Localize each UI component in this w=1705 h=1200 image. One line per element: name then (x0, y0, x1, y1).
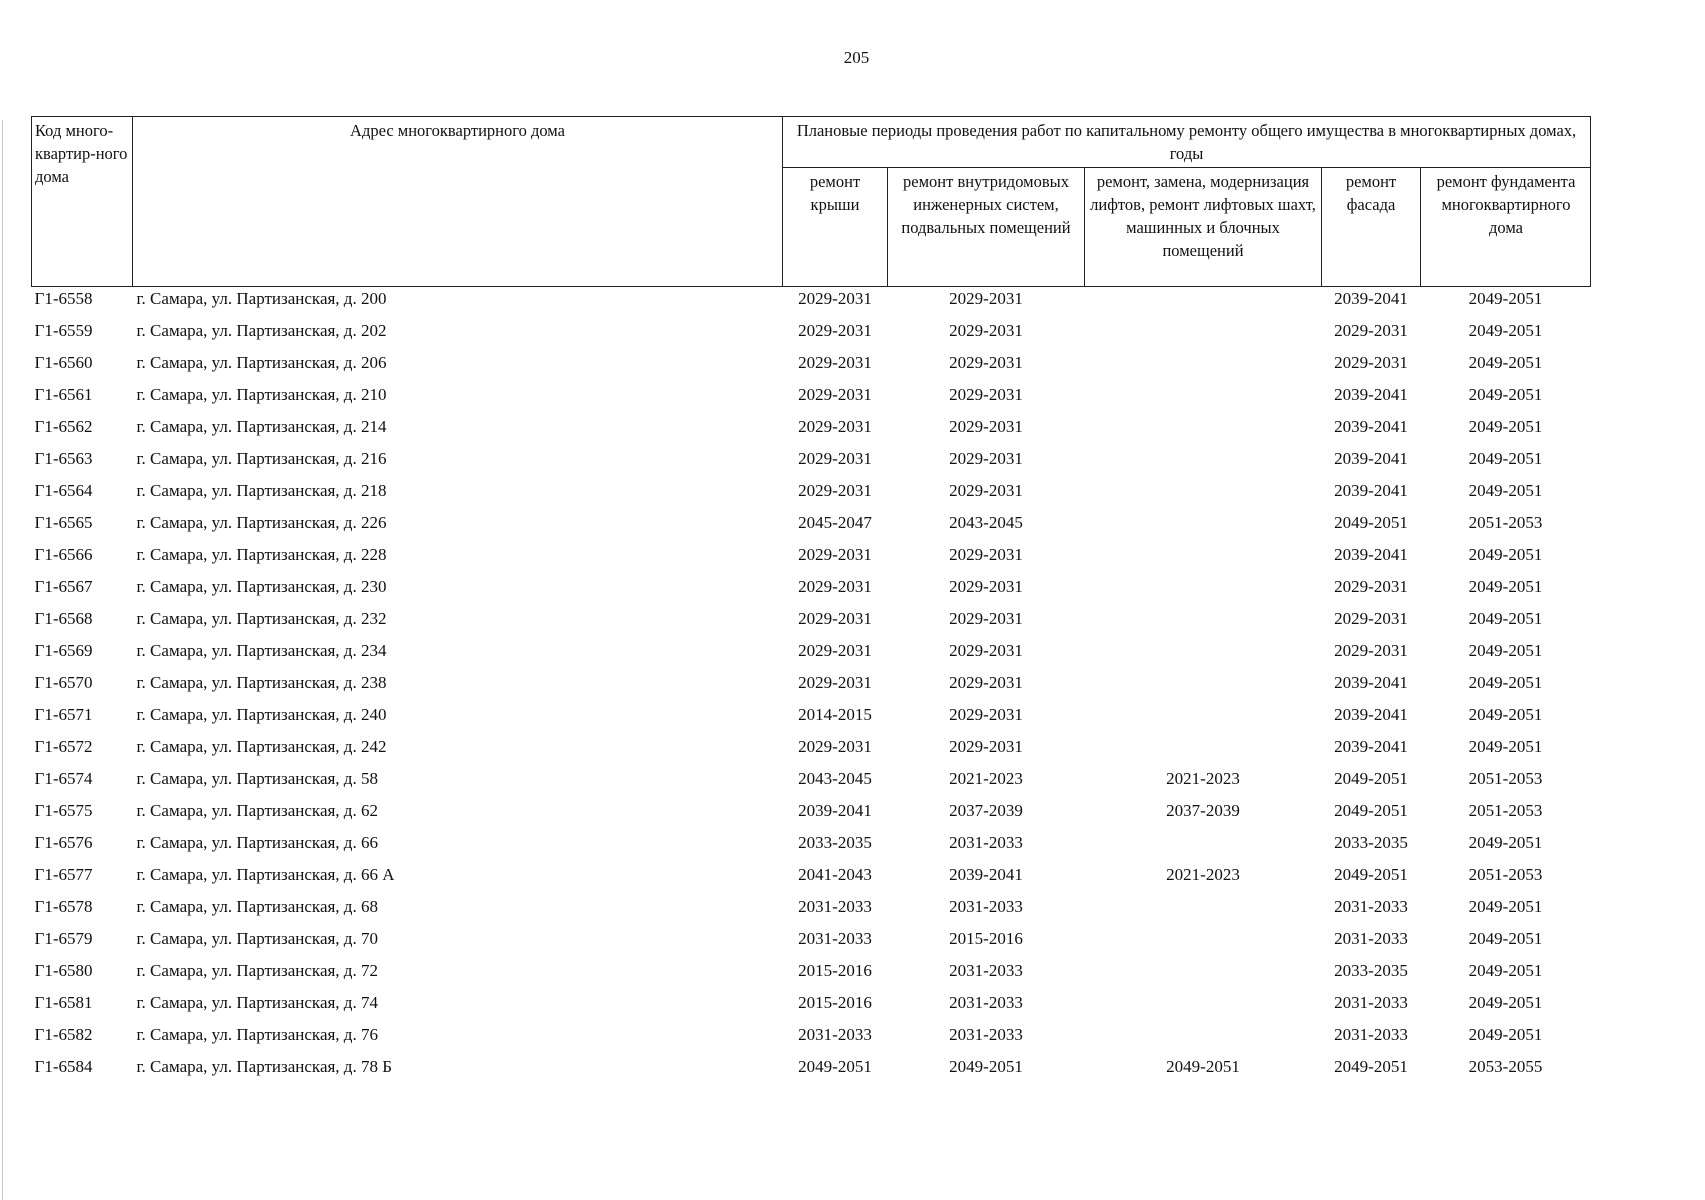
cell-code: Г1-6582 (34, 1025, 93, 1044)
table-row (32, 955, 1591, 987)
cell-address: г. Самара, ул. Партизанская, д. 76 (136, 1025, 378, 1044)
cell-address: г. Самара, ул. Партизанская, д. 62 (136, 801, 378, 820)
cell-lifts (1085, 379, 1322, 411)
table-row (32, 411, 1591, 443)
cell-systems: 2029-2031 (949, 545, 1023, 564)
cell-lifts (1085, 955, 1322, 987)
header-address: Адрес многоквартирного дома (133, 117, 783, 287)
cell-facade: 2031-2033 (1334, 993, 1408, 1012)
cell-systems: 2029-2031 (949, 577, 1023, 596)
cell-code: Г1-6564 (34, 481, 93, 500)
header-systems: ремонт внутридомовых инженерных систем, подвальных помещений (888, 168, 1085, 287)
cell-systems: 2029-2031 (949, 385, 1023, 404)
cell-facade: 2049-2051 (1334, 1057, 1408, 1076)
cell-code: Г1-6569 (34, 641, 93, 660)
cell-code: Г1-6584 (34, 1057, 93, 1076)
cell-address: г. Самара, ул. Партизанская, д. 78 Б (136, 1057, 392, 1076)
cell-code: Г1-6574 (34, 769, 93, 788)
cell-foundation: 2049-2051 (1468, 737, 1543, 756)
cell-roof: 2029-2031 (798, 417, 872, 436)
cell-roof: 2014-2015 (798, 705, 872, 724)
cell-facade: 2029-2031 (1334, 609, 1408, 628)
cell-lifts (1085, 667, 1322, 699)
cell-address: г. Самара, ул. Партизанская, д. 238 (136, 673, 387, 692)
cell-address: г. Самара, ул. Партизанская, д. 230 (136, 577, 387, 596)
table-row (32, 603, 1591, 635)
cell-foundation: 2049-2051 (1468, 993, 1543, 1012)
cell-facade: 2031-2033 (1334, 897, 1408, 916)
cell-facade: 2039-2041 (1334, 673, 1408, 692)
cell-roof: 2029-2031 (798, 641, 872, 660)
cell-systems: 2031-2033 (949, 1025, 1023, 1044)
cell-facade: 2039-2041 (1334, 705, 1408, 724)
cell-foundation: 2049-2051 (1468, 385, 1543, 404)
table-row (32, 731, 1591, 763)
table-row (32, 667, 1591, 699)
cell-lifts (1085, 827, 1322, 859)
cell-systems: 2039-2041 (949, 865, 1023, 884)
cell-facade: 2033-2035 (1334, 961, 1408, 980)
table-row (32, 1051, 1591, 1083)
header-facade: ремонт фасада (1322, 168, 1421, 287)
cell-foundation: 2049-2051 (1468, 705, 1543, 724)
cell-facade: 2039-2041 (1334, 289, 1408, 308)
cell-lifts: 2021-2023 (1166, 865, 1240, 884)
cell-lifts (1085, 475, 1322, 507)
header-lifts: ремонт, замена, модернизация лифтов, ремонт лифтовых шахт, машинных и блочных помещений (1085, 168, 1322, 287)
cell-systems: 2021-2023 (949, 769, 1023, 788)
cell-systems: 2031-2033 (949, 897, 1023, 916)
cell-lifts (1085, 539, 1322, 571)
header-code: Код много-квартир-ного дома (32, 117, 133, 287)
scan-edge-line (2, 120, 3, 1200)
cell-systems: 2031-2033 (949, 833, 1023, 852)
page-number: 205 (843, 48, 870, 67)
cell-foundation: 2049-2051 (1468, 609, 1543, 628)
cell-code: Г1-6575 (34, 801, 93, 820)
cell-code: Г1-6562 (34, 417, 93, 436)
cell-lifts (1085, 635, 1322, 667)
cell-facade: 2049-2051 (1334, 513, 1408, 532)
cell-facade: 2029-2031 (1334, 641, 1408, 660)
table-row (32, 379, 1591, 411)
cell-systems: 2043-2045 (949, 513, 1023, 532)
cell-systems: 2049-2051 (949, 1057, 1023, 1076)
cell-roof: 2031-2033 (798, 1025, 872, 1044)
cell-address: г. Самара, ул. Партизанская, д. 66 А (136, 865, 395, 884)
table-row (32, 827, 1591, 859)
cell-foundation: 2051-2053 (1468, 513, 1543, 532)
cell-address: г. Самара, ул. Партизанская, д. 226 (136, 513, 387, 532)
cell-code: Г1-6566 (34, 545, 93, 564)
cell-code: Г1-6577 (34, 865, 93, 884)
cell-roof: 2029-2031 (798, 609, 872, 628)
cell-code: Г1-6568 (34, 609, 93, 628)
cell-lifts (1085, 571, 1322, 603)
cell-foundation: 2053-2055 (1468, 1057, 1543, 1076)
cell-lifts (1085, 507, 1322, 539)
cell-roof: 2029-2031 (798, 321, 872, 340)
cell-code: Г1-6571 (34, 705, 93, 724)
cell-roof: 2029-2031 (798, 449, 872, 468)
cell-address: г. Самара, ул. Партизанская, д. 216 (136, 449, 387, 468)
cell-roof: 2015-2016 (798, 993, 872, 1012)
cell-code: Г1-6565 (34, 513, 93, 532)
cell-roof: 2045-2047 (798, 513, 872, 532)
cell-roof: 2033-2035 (798, 833, 872, 852)
cell-facade: 2029-2031 (1334, 321, 1408, 340)
table-row (32, 891, 1591, 923)
cell-systems: 2029-2031 (949, 417, 1023, 436)
cell-systems: 2029-2031 (949, 705, 1023, 724)
cell-foundation: 2049-2051 (1468, 321, 1543, 340)
cell-foundation: 2049-2051 (1468, 289, 1543, 308)
cell-facade: 2039-2041 (1334, 417, 1408, 436)
header-periods-group: Плановые периоды проведения работ по капитальному ремонту общего имущества в многоквартирных домах, годы (783, 117, 1591, 168)
cell-address: г. Самара, ул. Партизанская, д. 70 (136, 929, 378, 948)
cell-roof: 2029-2031 (798, 481, 872, 500)
table-row (32, 635, 1591, 667)
cell-facade: 2039-2041 (1334, 385, 1408, 404)
cell-facade: 2049-2051 (1334, 865, 1408, 884)
capital-repair-table (31, 116, 1591, 1083)
cell-facade: 2033-2035 (1334, 833, 1408, 852)
cell-foundation: 2049-2051 (1468, 673, 1543, 692)
cell-systems: 2015-2016 (949, 929, 1023, 948)
cell-foundation: 2049-2051 (1468, 577, 1543, 596)
cell-foundation: 2049-2051 (1468, 897, 1543, 916)
cell-code: Г1-6561 (34, 385, 93, 404)
cell-address: г. Самара, ул. Партизанская, д. 202 (136, 321, 387, 340)
table-row (32, 795, 1591, 827)
cell-systems: 2029-2031 (949, 641, 1023, 660)
cell-code: Г1-6570 (34, 673, 93, 692)
cell-systems: 2029-2031 (949, 609, 1023, 628)
cell-address: г. Самара, ул. Партизанская, д. 72 (136, 961, 378, 980)
cell-facade: 2029-2031 (1334, 577, 1408, 596)
cell-systems: 2029-2031 (949, 289, 1023, 308)
cell-address: г. Самара, ул. Партизанская, д. 232 (136, 609, 387, 628)
table-row (32, 763, 1591, 795)
cell-facade: 2039-2041 (1334, 545, 1408, 564)
cell-lifts (1085, 347, 1322, 379)
table-row (32, 699, 1591, 731)
cell-code: Г1-6578 (34, 897, 93, 916)
cell-lifts (1085, 699, 1322, 731)
cell-roof: 2029-2031 (798, 577, 872, 596)
cell-foundation: 2049-2051 (1468, 929, 1543, 948)
cell-code: Г1-6567 (34, 577, 93, 596)
cell-address: г. Самара, ул. Партизанская, д. 218 (136, 481, 387, 500)
table-row (32, 1019, 1591, 1051)
table-row (32, 507, 1591, 539)
table-row (32, 287, 1591, 316)
cell-lifts (1085, 1019, 1322, 1051)
cell-roof: 2031-2033 (798, 929, 872, 948)
cell-roof: 2029-2031 (798, 289, 872, 308)
table-row (32, 347, 1591, 379)
cell-code: Г1-6576 (34, 833, 93, 852)
cell-code: Г1-6580 (34, 961, 93, 980)
cell-lifts (1085, 987, 1322, 1019)
cell-address: г. Самара, ул. Партизанская, д. 228 (136, 545, 387, 564)
table-row (32, 923, 1591, 955)
cell-lifts (1085, 315, 1322, 347)
cell-foundation: 2049-2051 (1468, 1025, 1543, 1044)
cell-lifts (1085, 443, 1322, 475)
cell-address: г. Самара, ул. Партизанская, д. 240 (136, 705, 387, 724)
cell-lifts: 2021-2023 (1166, 769, 1240, 788)
cell-lifts: 2037-2039 (1166, 801, 1240, 820)
cell-facade: 2029-2031 (1334, 353, 1408, 372)
cell-address: г. Самара, ул. Партизанская, д. 214 (136, 417, 387, 436)
table-row (32, 443, 1591, 475)
cell-address: г. Самара, ул. Партизанская, д. 242 (136, 737, 387, 756)
cell-foundation: 2049-2051 (1468, 481, 1543, 500)
cell-roof: 2043-2045 (798, 769, 872, 788)
cell-foundation: 2049-2051 (1468, 353, 1543, 372)
cell-address: г. Самара, ул. Партизанская, д. 234 (136, 641, 387, 660)
cell-code: Г1-6558 (34, 289, 93, 308)
header-roof: ремонт крыши (783, 168, 888, 287)
cell-lifts (1085, 891, 1322, 923)
cell-lifts (1085, 411, 1322, 443)
table-row (32, 475, 1591, 507)
cell-roof: 2029-2031 (798, 737, 872, 756)
cell-foundation: 2049-2051 (1468, 833, 1543, 852)
cell-code: Г1-6563 (34, 449, 93, 468)
cell-lifts (1085, 923, 1322, 955)
cell-roof: 2039-2041 (798, 801, 872, 820)
cell-facade: 2031-2033 (1334, 929, 1408, 948)
cell-code: Г1-6560 (34, 353, 93, 372)
table-header (32, 117, 1591, 287)
cell-roof: 2049-2051 (798, 1057, 872, 1076)
cell-roof: 2015-2016 (798, 961, 872, 980)
table-body (32, 287, 1591, 1084)
cell-code: Г1-6579 (34, 929, 93, 948)
cell-address: г. Самара, ул. Партизанская, д. 74 (136, 993, 378, 1012)
cell-systems: 2031-2033 (949, 961, 1023, 980)
cell-facade: 2049-2051 (1334, 801, 1408, 820)
cell-systems: 2029-2031 (949, 353, 1023, 372)
cell-foundation: 2049-2051 (1468, 961, 1543, 980)
cell-systems: 2029-2031 (949, 737, 1023, 756)
cell-code: Г1-6581 (34, 993, 93, 1012)
cell-foundation: 2049-2051 (1468, 449, 1543, 468)
cell-foundation: 2051-2053 (1468, 801, 1543, 820)
cell-address: г. Самара, ул. Партизанская, д. 210 (136, 385, 387, 404)
header-foundation: ремонт фундамента многоквартирного дома (1421, 168, 1591, 287)
cell-foundation: 2049-2051 (1468, 417, 1543, 436)
cell-roof: 2029-2031 (798, 673, 872, 692)
cell-lifts (1085, 731, 1322, 763)
cell-facade: 2049-2051 (1334, 769, 1408, 788)
cell-roof: 2031-2033 (798, 897, 872, 916)
cell-systems: 2029-2031 (949, 481, 1023, 500)
cell-foundation: 2051-2053 (1468, 769, 1543, 788)
cell-roof: 2029-2031 (798, 545, 872, 564)
cell-lifts: 2049-2051 (1166, 1057, 1240, 1076)
cell-address: г. Самара, ул. Партизанская, д. 68 (136, 897, 378, 916)
table-row (32, 539, 1591, 571)
cell-lifts (1085, 603, 1322, 635)
table-row (32, 315, 1591, 347)
cell-foundation: 2049-2051 (1468, 641, 1543, 660)
cell-systems: 2029-2031 (949, 449, 1023, 468)
cell-systems: 2029-2031 (949, 673, 1023, 692)
cell-address: г. Самара, ул. Партизанская, д. 206 (136, 353, 387, 372)
cell-code: Г1-6559 (34, 321, 93, 340)
cell-lifts (1085, 287, 1322, 316)
table-row (32, 571, 1591, 603)
cell-address: г. Самара, ул. Партизанская, д. 58 (136, 769, 378, 788)
cell-address: г. Самара, ул. Партизанская, д. 200 (136, 289, 387, 308)
cell-foundation: 2049-2051 (1468, 545, 1543, 564)
cell-address: г. Самара, ул. Партизанская, д. 66 (136, 833, 378, 852)
cell-facade: 2039-2041 (1334, 737, 1408, 756)
table-row (32, 987, 1591, 1019)
cell-roof: 2029-2031 (798, 353, 872, 372)
cell-systems: 2029-2031 (949, 321, 1023, 340)
table-row (32, 859, 1591, 891)
cell-systems: 2031-2033 (949, 993, 1023, 1012)
cell-facade: 2031-2033 (1334, 1025, 1408, 1044)
cell-facade: 2039-2041 (1334, 481, 1408, 500)
cell-foundation: 2051-2053 (1468, 865, 1543, 884)
cell-facade: 2039-2041 (1334, 449, 1408, 468)
cell-roof: 2041-2043 (798, 865, 872, 884)
cell-code: Г1-6572 (34, 737, 93, 756)
cell-roof: 2029-2031 (798, 385, 872, 404)
cell-systems: 2037-2039 (949, 801, 1023, 820)
